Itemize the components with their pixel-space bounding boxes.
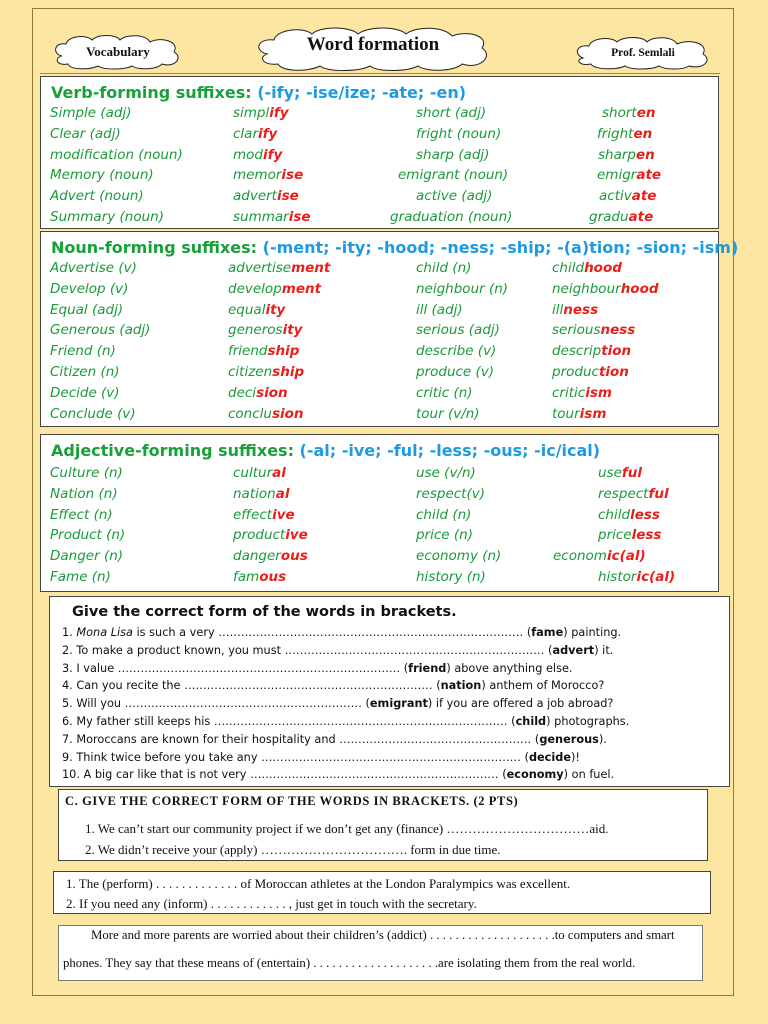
word-stem: Memory (noun) <box>50 167 154 184</box>
vocab-word <box>50 147 183 163</box>
vocab-word <box>233 209 311 225</box>
word-suffix: en <box>636 105 656 121</box>
word-stem: short (adj) <box>416 105 487 121</box>
word-suffix: ive <box>272 506 295 523</box>
vocab-word <box>233 167 303 183</box>
word-suffix: tion <box>598 364 629 380</box>
exercise-item: 9. Think twice before you take any …………………………………………………………… (decide)! <box>62 750 580 764</box>
word-suffix: ise <box>276 188 299 205</box>
word-suffix: ic(al) <box>636 569 676 585</box>
vocab-word <box>416 385 473 401</box>
exercise-box-4 <box>58 925 703 981</box>
vocab-word <box>552 343 631 359</box>
vocab-word <box>233 465 286 481</box>
vocab-word <box>553 548 646 564</box>
word-stem: gradu <box>589 209 629 225</box>
vocab-word <box>50 569 111 585</box>
vocab-word <box>598 465 642 481</box>
word-suffix: less <box>630 506 660 523</box>
panel-title: Verb-forming suffixes: (-ify; -ise/ize; -ate; -en) <box>51 83 467 102</box>
word-suffix: hood <box>584 260 622 276</box>
word-stem: child (n) <box>416 506 472 523</box>
word-suffix: ous <box>259 569 287 585</box>
vocabulary-cloud <box>52 34 184 70</box>
word-stem: price (n) <box>416 527 473 544</box>
exercise-item: 1. Mona Lisa is such a very ……………………………………………………………………… (fame) painting. <box>62 626 622 639</box>
word-suffix: ise <box>281 167 304 184</box>
vocab-word <box>50 364 120 380</box>
word-suffix: al <box>272 465 286 481</box>
vocab-word <box>416 126 501 142</box>
vocab-word <box>50 105 132 121</box>
vocab-word <box>50 507 113 523</box>
word-stem: price <box>598 527 632 544</box>
author-label: Prof. Semlali <box>611 47 675 59</box>
vocab-word <box>50 260 137 276</box>
vocab-word <box>597 126 652 142</box>
exercise-item: 6. My father still keeps his …………………………………………………………………… (child) photographs. <box>62 715 630 728</box>
word-stem: econom <box>553 548 607 565</box>
exercise-item: 10. A big car like that is not very ………………………………………………………… (economy) on fuel. <box>62 768 615 782</box>
vocab-word <box>597 167 661 183</box>
word-suffix: en <box>635 146 655 163</box>
page-title: Word formation <box>306 34 440 55</box>
vocab-word <box>50 209 164 225</box>
vocab-word <box>416 548 501 564</box>
word-stem: Product (n) <box>50 527 126 544</box>
word-stem: child (n) <box>416 260 472 276</box>
word-stem: emigr <box>597 167 637 184</box>
vocab-word <box>228 385 288 401</box>
vocab-word <box>233 126 277 142</box>
vocab-word <box>552 260 622 276</box>
exercise-line: phones. They say that these means of (entertain) . . . . . . . . . . . . . . . . . . . .are isolating them from the real world. <box>63 956 636 970</box>
word-stem: activ <box>599 188 632 205</box>
word-stem: Advert (noun) <box>50 188 144 205</box>
word-stem: neighbour <box>552 280 621 297</box>
vocab-word <box>416 569 486 585</box>
vocab-word <box>416 343 496 359</box>
vocab-word <box>416 527 473 543</box>
vocab-word <box>416 302 463 318</box>
vocab-word <box>552 406 606 422</box>
vocab-word <box>552 302 598 318</box>
word-suffix: sion <box>256 384 288 401</box>
word-stem: respect <box>598 485 649 502</box>
vocab-word <box>416 281 508 297</box>
word-stem: serious <box>552 322 601 339</box>
vocab-word <box>233 105 289 121</box>
word-suffix: al <box>275 485 290 502</box>
word-stem: sharp (adj) <box>416 146 490 163</box>
exercise-item: 7. Moroccans are known for their hospitality and …………………………………………… (generous). <box>62 732 607 746</box>
word-stem: summar <box>233 209 289 225</box>
vocab-word <box>233 527 308 543</box>
word-suffix: ment <box>281 280 322 297</box>
word-stem: Simple (adj) <box>50 105 132 121</box>
vocab-word <box>50 465 123 481</box>
vocab-word <box>416 364 494 380</box>
word-stem: clar <box>233 125 258 142</box>
word-suffix: ship <box>267 343 300 360</box>
vocab-word <box>228 364 304 380</box>
author-cloud <box>573 36 713 70</box>
panel-title: Adjective-forming suffixes: (-al; -ive; -ful; -less; -ous; -ic/ical) <box>51 441 601 460</box>
word-stem: Clear (adj) <box>50 125 121 142</box>
vocab-word <box>416 147 489 163</box>
exercise-item: 2. We didn’t receive your (apply) ……………………………. form in due time. <box>85 842 501 857</box>
word-stem: mod <box>233 146 263 163</box>
panel-title: Noun-forming suffixes: (-ment; -ity; -hood; -ness; -ship; -(a)tion; -sion; -ism) <box>51 238 739 257</box>
exercise-item: 4. Can you recite the ………………………………………………………… (nation) anthem of Morocco? <box>62 679 605 693</box>
word-suffix: ness <box>563 301 599 318</box>
word-suffix: ism <box>585 384 612 401</box>
word-suffix: ify <box>262 146 283 163</box>
word-stem: describe (v) <box>416 343 497 360</box>
vocab-word <box>602 105 655 121</box>
vocab-word <box>233 569 286 585</box>
word-stem: economy (n) <box>416 548 502 565</box>
word-suffix: ive <box>285 527 308 544</box>
word-suffix: ness <box>600 322 636 339</box>
word-stem: effect <box>233 506 273 523</box>
word-stem: history (n) <box>416 569 486 585</box>
word-suffix: ity <box>265 301 286 318</box>
word-stem: child <box>552 260 585 276</box>
word-stem: serious (adj) <box>416 322 500 339</box>
word-stem: Generous (adj) <box>50 322 151 339</box>
vocab-word <box>50 343 116 359</box>
vocab-word <box>233 548 308 564</box>
vocab-word <box>398 167 508 183</box>
word-stem: graduation (noun) <box>390 209 513 225</box>
word-stem: active (adj) <box>416 188 493 205</box>
word-stem: neighbour (n) <box>416 280 509 297</box>
word-stem: tour (v/n) <box>416 405 480 422</box>
word-suffix: ous <box>280 548 308 565</box>
word-stem: short <box>602 105 637 121</box>
header-divider <box>40 73 720 74</box>
word-stem: ill (adj) <box>416 301 463 318</box>
vocab-word <box>50 527 125 543</box>
vocab-word <box>50 548 123 564</box>
word-stem: citizen <box>228 364 273 380</box>
vocab-word <box>416 507 471 523</box>
vocab-word <box>50 486 118 502</box>
vocab-word <box>416 406 480 422</box>
vocab-word <box>50 281 128 297</box>
word-suffix: sion <box>271 405 304 422</box>
word-stem: modification (noun) <box>50 146 183 163</box>
exercise-item: 1. We can’t start our community project if we don’t get any (finance) ……………………………aid. <box>85 821 609 836</box>
vocab-word <box>598 486 669 502</box>
exercise-item: 5. Will you ……………………………………………………… (emigrant) if you are offered a job abroad? <box>62 697 614 711</box>
title-cloud <box>254 26 492 72</box>
word-stem: deci <box>228 384 257 401</box>
word-stem: child <box>598 506 631 523</box>
vocab-word <box>552 322 635 338</box>
word-suffix: ity <box>282 322 303 339</box>
exercise-line: More and more parents are worried about their children’s (addict) . . . . . . . . . . . . . . . . . . . .to computers and smart <box>91 928 675 942</box>
vocab-word <box>233 486 289 502</box>
vocab-word <box>228 302 285 318</box>
word-suffix: hood <box>620 280 659 297</box>
vocab-word <box>50 126 121 142</box>
word-stem: Decide (v) <box>50 384 120 401</box>
word-stem: histor <box>598 569 637 585</box>
word-stem: generos <box>228 322 283 339</box>
word-stem: tour <box>552 405 580 422</box>
word-suffix: ate <box>628 209 654 225</box>
vocab-word <box>552 281 659 297</box>
exercise-item: 3. I value ………………………………………………………………… (friend) above anything else. <box>62 661 573 675</box>
vocab-word <box>552 385 612 401</box>
word-stem: Nation (n) <box>50 485 118 502</box>
word-stem: Citizen (n) <box>50 364 120 380</box>
vocab-word <box>233 147 282 163</box>
vocab-word <box>233 188 299 204</box>
word-stem: equal <box>228 301 266 318</box>
word-stem: advertise <box>228 260 292 276</box>
word-stem: Advertise (v) <box>50 260 137 276</box>
word-stem: use (v/n) <box>416 465 476 481</box>
vocab-word <box>598 527 661 543</box>
word-stem: use <box>598 465 622 481</box>
word-stem: ill <box>552 301 564 318</box>
word-suffix: tion <box>601 343 632 360</box>
vocab-word <box>390 209 512 225</box>
exercise-heading: Give the correct form of the words in brackets. <box>72 604 457 620</box>
exercise-box-2 <box>58 789 708 861</box>
word-stem: emigrant (noun) <box>398 167 509 184</box>
exercise-heading: C. GIVE THE CORRECT FORM OF THE WORDS IN BRACKETS. (2 PTS) <box>65 794 519 808</box>
vocab-word <box>233 507 295 523</box>
vocab-word <box>228 260 330 276</box>
vocab-word <box>50 302 123 318</box>
word-stem: fright (noun) <box>416 125 502 142</box>
word-stem: conclu <box>228 405 272 422</box>
word-stem: critic <box>552 384 586 401</box>
vocab-word <box>416 322 500 338</box>
word-stem: cultur <box>233 465 273 481</box>
vocab-word <box>416 465 476 481</box>
word-suffix: ful <box>621 465 643 481</box>
exercise-box-3 <box>53 871 711 914</box>
word-stem: Fame (n) <box>50 569 111 585</box>
word-stem: Danger (n) <box>50 548 124 565</box>
word-stem: Equal (adj) <box>50 301 124 318</box>
word-stem: sharp <box>598 146 636 163</box>
word-stem: Effect (n) <box>50 506 113 523</box>
word-stem: Conclude (v) <box>50 405 136 422</box>
vocab-word <box>416 105 486 121</box>
vocab-word <box>50 322 150 338</box>
word-suffix: ic(al) <box>606 548 646 565</box>
word-suffix: ate <box>631 188 657 205</box>
word-suffix: ful <box>648 485 669 502</box>
vocab-word <box>50 188 144 204</box>
word-suffix: ise <box>288 209 311 225</box>
vocab-word <box>598 569 675 585</box>
word-suffix: ate <box>636 167 662 184</box>
vocab-word <box>552 364 629 380</box>
exercise-box-1 <box>49 596 730 787</box>
vocab-word <box>228 322 302 338</box>
word-stem: respect(v) <box>416 485 486 502</box>
word-stem: danger <box>233 548 281 565</box>
word-suffix: less <box>631 527 662 544</box>
word-suffix: ment <box>291 260 331 276</box>
word-stem: simpl <box>233 105 270 121</box>
word-stem: fright <box>597 125 634 142</box>
word-stem: memor <box>233 167 282 184</box>
word-suffix: en <box>633 125 653 142</box>
word-stem: fam <box>233 569 260 585</box>
word-stem: advert <box>233 188 277 205</box>
word-stem: critic (n) <box>416 384 473 401</box>
word-stem: friend <box>228 343 268 360</box>
exercise-item: 2. To make a product known, you must …………………………………………………………… (advert) it. <box>62 643 614 657</box>
word-stem: descrip <box>552 343 602 360</box>
word-stem: produc <box>552 364 599 380</box>
exercise-item: 2. If you need any (inform) . . . . . . . . . . . . , just get in touch with the secretary. <box>66 896 477 911</box>
vocab-word <box>416 188 492 204</box>
word-suffix: ify <box>258 125 278 142</box>
vocabulary-label: Vocabulary <box>86 44 150 59</box>
word-stem: product <box>233 527 286 544</box>
vocab-word <box>416 486 485 502</box>
word-stem: develop <box>228 280 282 297</box>
word-suffix: ship <box>272 364 305 380</box>
vocab-word <box>50 167 154 183</box>
vocab-word <box>416 260 471 276</box>
word-stem: produce (v) <box>416 364 495 380</box>
vocab-word <box>598 507 660 523</box>
vocab-word <box>50 385 120 401</box>
word-suffix: ify <box>269 105 289 121</box>
word-stem: nation <box>233 485 276 502</box>
word-stem: Summary (noun) <box>50 209 164 225</box>
word-suffix: ism <box>579 405 607 422</box>
vocab-word <box>228 406 304 422</box>
vocab-word <box>228 281 321 297</box>
vocab-word <box>589 209 653 225</box>
vocab-word <box>228 343 299 359</box>
vocab-word <box>50 406 136 422</box>
word-stem: Friend (n) <box>50 343 116 360</box>
word-stem: Culture (n) <box>50 465 123 481</box>
vocab-word <box>598 147 655 163</box>
exercise-item: 1. The (perform) . . . . . . . . . . . . . of Moroccan athletes at the London Paralympics was excellent. <box>66 876 571 891</box>
vocab-word <box>599 188 656 204</box>
word-stem: Develop (v) <box>50 280 129 297</box>
